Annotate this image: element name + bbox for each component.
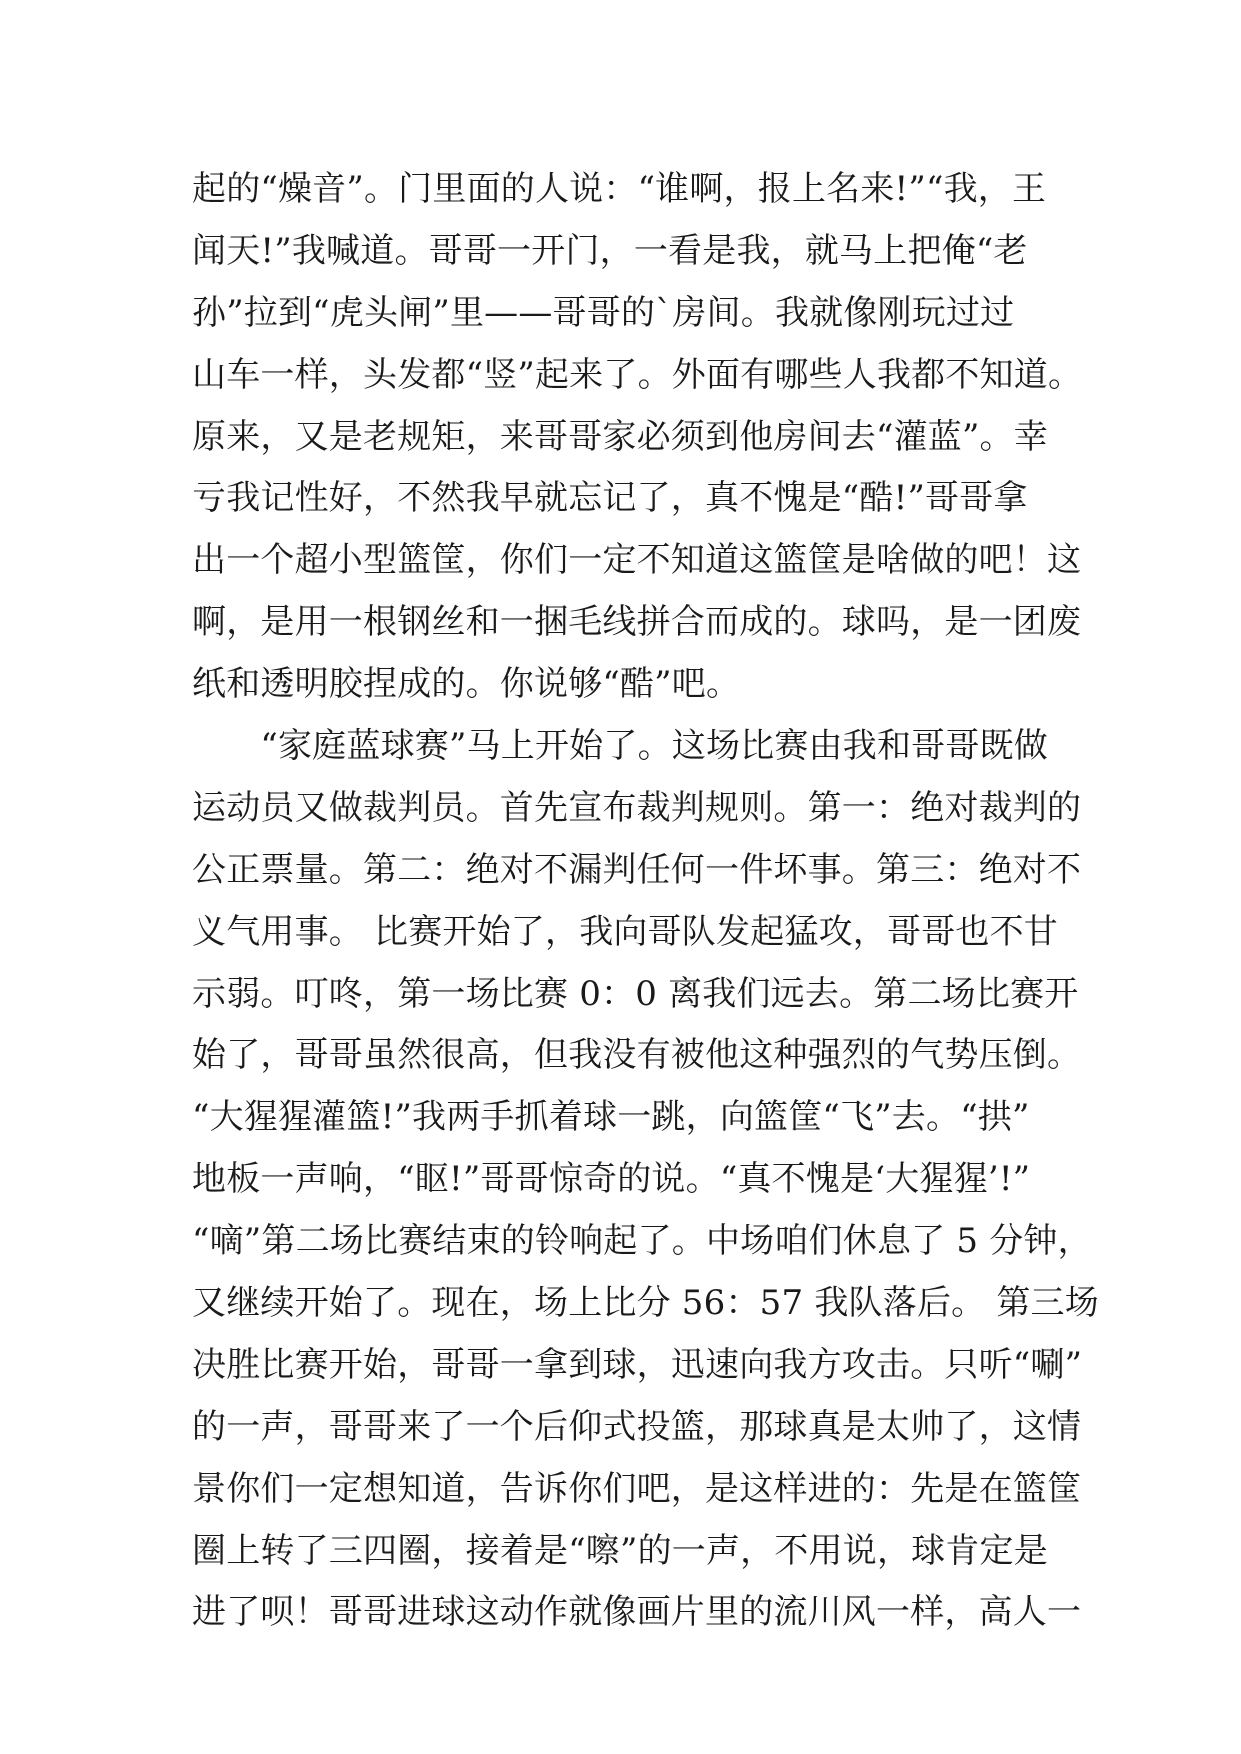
text-line: 义气用事。 比赛开始了，我向哥队发起猛攻，哥哥也不甘 [192,911,1059,952]
body-text [192,159,1099,1644]
text-line: 闻天!”我喊道。哥哥一开门，一看是我，就马上把俺“老 [192,230,1028,271]
text-line: 决胜比赛开始，哥哥一拿到球，迅速向我方攻击。只听“唰” [192,1344,1083,1385]
text-line: 起的“燥音”。门里面的人说：“谁啊，报上名来!”“我，王 [192,169,1047,209]
text-line: 纸和透明胶捏成的。你说够“酷”吧。 [192,664,741,705]
text-line: “家庭蓝球赛”马上开始了。这场比赛由我和哥哥既做 [192,726,1048,767]
text-line: “大猩猩灌篮!”我两手抓着球一跳，向篮筐“飞”去。“拱” [192,1097,1030,1138]
text-line: 山车一样，头发都“竖”起来了。外面有哪些人我都不知道。 [192,354,1083,395]
text-line: 始了，哥哥虽然很高，但我没有被他这种强烈的气势压倒。 [192,1035,1082,1076]
text-line: 运动员又做裁判员。首先宣布裁判规则。第一：绝对裁判的 [192,787,1082,828]
text-line: 进了呗！哥哥进球这动作就像画片里的流川风一样，高人一 [192,1592,1082,1633]
text-line: 地板一声响，“眍!”哥哥惊奇的说。“真不愧是‘大猩猩’!” [192,1159,1031,1200]
text-line: 公正票量。第二：绝对不漏判任何一件坏事。第三：绝对不 [192,849,1082,890]
text-line: “嘀”第二场比赛结束的铃响起了。中场咱们休息了 5 分钟， [192,1221,1092,1262]
text-line: 示弱。叮咚，第一场比赛 0：0 离我们远去。第二场比赛开 [192,973,1079,1014]
text-line: 原来，又是老规矩，来哥哥家必须到他房间去“灌蓝”。幸 [192,416,1048,457]
text-line: 孙”拉到“虎头闸”里——哥哥的`房间。我就像刚玩过过 [192,292,1015,333]
text-line: 出一个超小型篮筐，你们一定不知道这篮筐是啥做的吧！这 [192,540,1082,581]
text-line: 亏我记性好，不然我早就忘记了，真不愧是“酷!”哥哥拿 [192,478,1028,519]
text-line: 又继续开始了。现在，场上比分 56：57 我队落后。 第三场 [192,1283,1099,1324]
text-line: 的一声，哥哥来了一个后仰式投篮，那球真是太帅了，这情 [192,1406,1082,1447]
text-line: 景你们一定想知道，告诉你们吧，是这样进的：先是在篮筐 [192,1468,1082,1509]
text-line: 圈上转了三四圈，接着是“嚓”的一声，不用说，球肯定是 [192,1530,1048,1571]
text-line: 啊，是用一根钢丝和一捆毛线拼合而成的。球吗，是一团废 [192,602,1082,643]
